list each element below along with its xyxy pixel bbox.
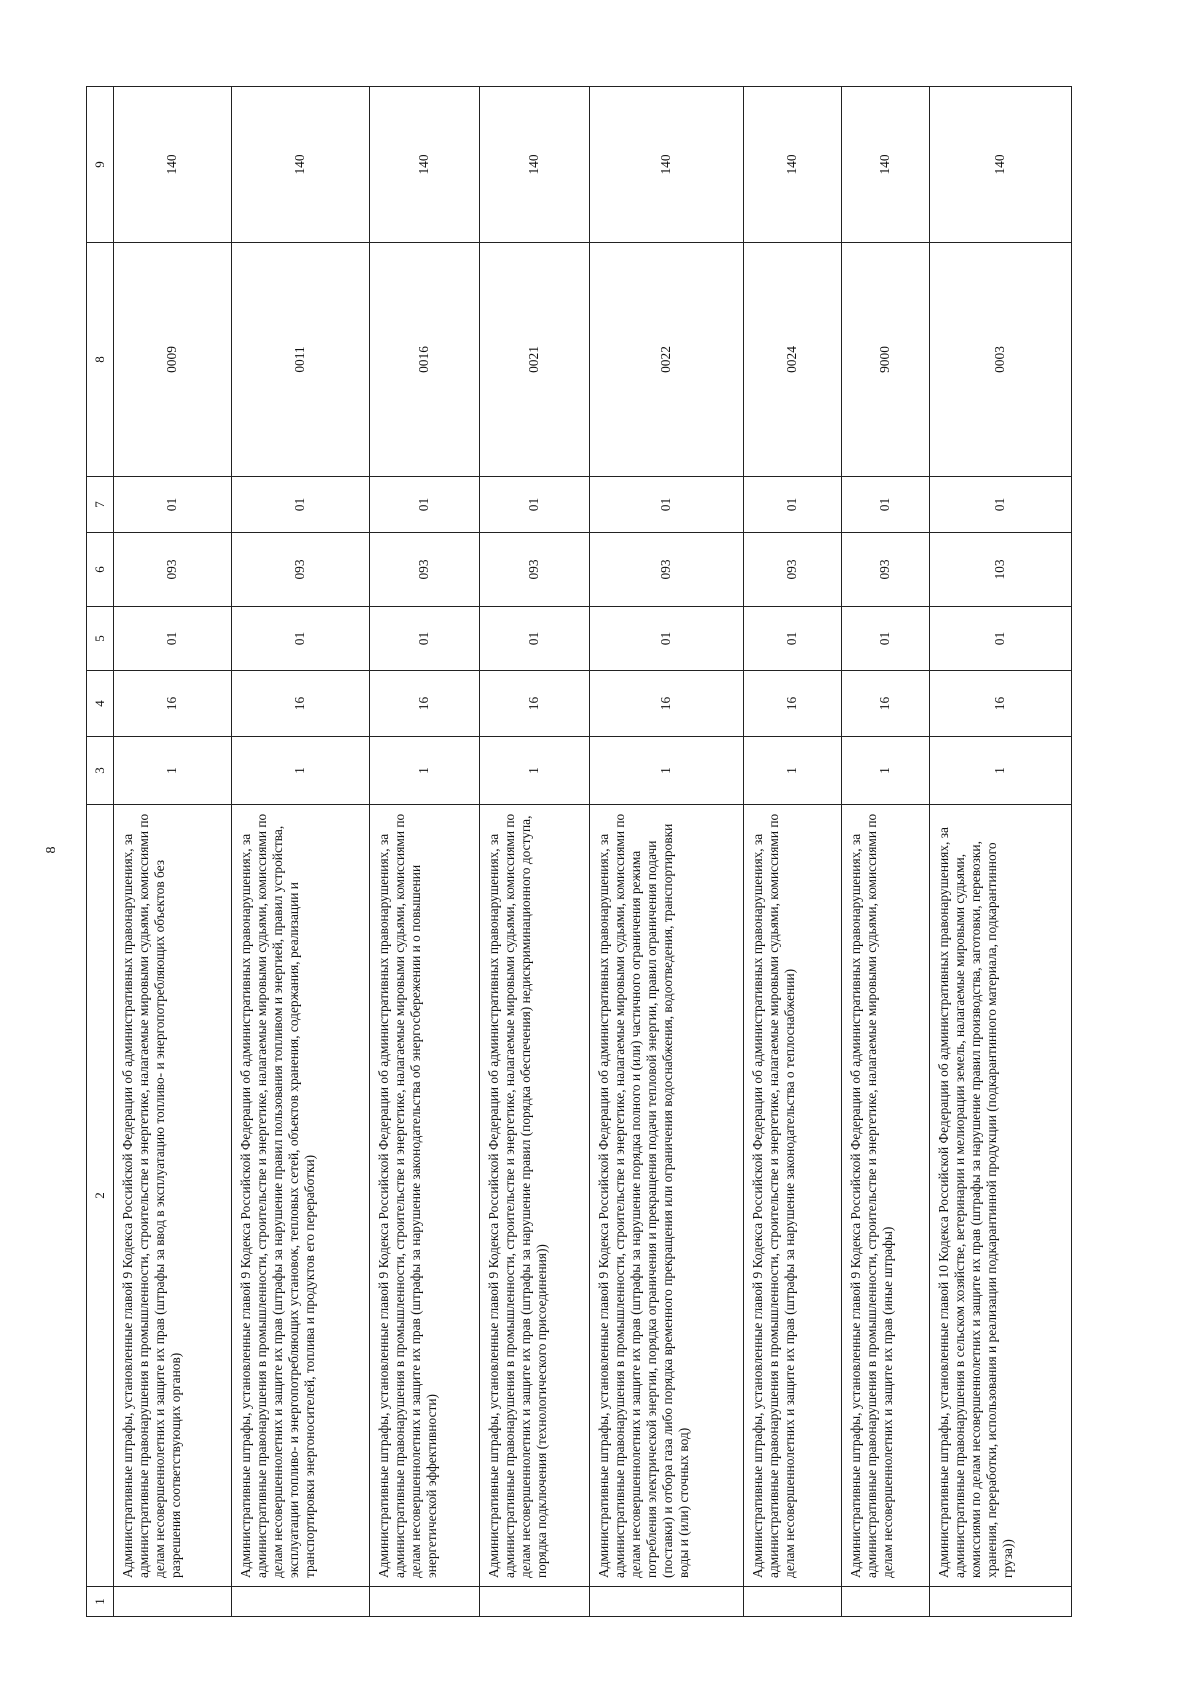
row-number-cell (842, 1587, 930, 1617)
description-cell: Административные штрафы, установленные главой 9 Кодекса Российской Федерации об административных правонарушениях, за административные правонарушения в промышленности, строительстве и энергетике, налагаемые мировыми судьями, комиссиями по делам несовершеннолетних и защите их прав (иные штрафы) (842, 805, 930, 1587)
code-cell: 093 (114, 533, 232, 607)
code-cell: 093 (744, 533, 842, 607)
table-row (842, 87, 930, 1617)
row-number-cell (114, 1587, 232, 1617)
code-cell: 140 (480, 87, 590, 243)
header-cell-6: 6 (87, 533, 114, 607)
header-cell-1: 1 (87, 1587, 114, 1617)
table-row (930, 87, 1072, 1617)
code-cell: 16 (930, 671, 1072, 737)
table-row (590, 87, 744, 1617)
code-cell: 0003 (930, 243, 1072, 477)
code-cell: 01 (842, 477, 930, 533)
description-cell: Административные штрафы, установленные главой 9 Кодекса Российской Федерации об административных правонарушениях, за административные правонарушения в промышленности, строительстве и энергетике, налагаемые мировыми судьями, комиссиями по делам несовершеннолетних и защите их прав (штрафы за нарушение законодательства об энергосбережении и о повышении энергетической эффективности) (370, 805, 480, 1587)
header-cell-3: 3 (87, 737, 114, 805)
code-cell: 01 (930, 607, 1072, 671)
row-number-cell (744, 1587, 842, 1617)
code-cell: 140 (930, 87, 1072, 243)
code-cell: 16 (370, 671, 480, 737)
code-cell: 140 (370, 87, 480, 243)
code-cell: 16 (232, 671, 370, 737)
code-cell: 1 (114, 737, 232, 805)
table-row (480, 87, 590, 1617)
code-cell: 140 (842, 87, 930, 243)
code-cell: 093 (590, 533, 744, 607)
code-cell: 093 (232, 533, 370, 607)
table-row (370, 87, 480, 1617)
code-cell: 01 (744, 607, 842, 671)
row-number-cell (370, 1587, 480, 1617)
code-cell: 093 (370, 533, 480, 607)
code-cell: 01 (590, 607, 744, 671)
code-cell: 01 (370, 607, 480, 671)
code-cell: 16 (480, 671, 590, 737)
table-row (744, 87, 842, 1617)
code-cell: 01 (232, 477, 370, 533)
code-cell: 01 (590, 477, 744, 533)
code-cell: 01 (480, 477, 590, 533)
code-cell: 1 (842, 737, 930, 805)
code-cell: 1 (590, 737, 744, 805)
description-cell: Административные штрафы, установленные главой 9 Кодекса Российской Федерации об административных правонарушениях, за административные правонарушения в промышленности, строительстве и энергетике, налагаемые мировыми судьями, комиссиями по делам несовершеннолетних и защите их прав (штрафы за нарушение законодательства о теплоснабжении) (744, 805, 842, 1587)
budget-classification-table (86, 86, 1072, 1617)
header-cell-9: 9 (87, 87, 114, 243)
code-cell: 0016 (370, 243, 480, 477)
row-number-cell (930, 1587, 1072, 1617)
code-cell: 140 (744, 87, 842, 243)
code-cell: 140 (232, 87, 370, 243)
description-cell: Административные штрафы, установленные главой 9 Кодекса Российской Федерации об административных правонарушениях, за административные правонарушения в промышленности, строительстве и энергетике, налагаемые мировыми судьями, комиссиями по делам несовершеннолетних и защите их прав (штрафы за нарушение порядка полного и (или) частичного ограничения режима потребления электрической энергии, порядка ограничения и прекращения подачи тепловой энергии, правил ограничения подачи (поставки) и отбора газа либо порядка временного прекращения или ограничения водоснабжения, водоотведения, транспортировки воды и (или) сточных вод) (590, 805, 744, 1587)
code-cell: 01 (842, 607, 930, 671)
code-cell: 093 (842, 533, 930, 607)
code-cell: 0021 (480, 243, 590, 477)
description-cell: Административные штрафы, установленные главой 10 Кодекса Российской Федерации об административных правонарушениях, за административные правонарушения в сельском хозяйстве, ветеринарии и мелиорации земель, налагаемые мировыми судьями, комиссиями по делам несовершеннолетних и защите их прав (штрафы за нарушение правил производства, заготовки, перевозки, хранения, переработки, использования и реализации подкарантинной продукции (подкарантинного материала, подкарантинного груза)) (930, 805, 1072, 1587)
code-cell: 103 (930, 533, 1072, 607)
row-number-cell (590, 1587, 744, 1617)
row-number-cell (480, 1587, 590, 1617)
code-cell: 1 (370, 737, 480, 805)
code-cell: 01 (114, 477, 232, 533)
code-cell: 01 (232, 607, 370, 671)
table-header-row (87, 87, 114, 1617)
code-cell: 1 (480, 737, 590, 805)
table-row (114, 87, 232, 1617)
code-cell: 01 (480, 607, 590, 671)
code-cell: 140 (114, 87, 232, 243)
code-cell: 9000 (842, 243, 930, 477)
code-cell: 16 (744, 671, 842, 737)
code-cell: 0009 (114, 243, 232, 477)
table-row (232, 87, 370, 1617)
code-cell: 0011 (232, 243, 370, 477)
header-cell-7: 7 (87, 477, 114, 533)
description-cell: Административные штрафы, установленные главой 9 Кодекса Российской Федерации об административных правонарушениях, за административные правонарушения в промышленности, строительстве и энергетике, налагаемые мировыми судьями, комиссиями по делам несовершеннолетних и защите их прав (штрафы за ввод в эксплуатацию топливо- и энергопотребляющих объектов без разрешения соответствующих органов) (114, 805, 232, 1587)
code-cell: 01 (930, 477, 1072, 533)
code-cell: 16 (842, 671, 930, 737)
header-cell-2: 2 (87, 805, 114, 1587)
header-cell-5: 5 (87, 607, 114, 671)
code-cell: 01 (370, 477, 480, 533)
header-cell-4: 4 (87, 671, 114, 737)
code-cell: 01 (114, 607, 232, 671)
header-cell-8: 8 (87, 243, 114, 477)
code-cell: 093 (480, 533, 590, 607)
code-cell: 0022 (590, 243, 744, 477)
code-cell: 1 (744, 737, 842, 805)
code-cell: 1 (232, 737, 370, 805)
code-cell: 140 (590, 87, 744, 243)
code-cell: 1 (930, 737, 1072, 805)
description-cell: Административные штрафы, установленные главой 9 Кодекса Российской Федерации об административных правонарушениях, за административные правонарушения в промышленности, строительстве и энергетике, налагаемые мировыми судьями, комиссиями по делам несовершеннолетних и защите их прав (штрафы за нарушение правил пользования топливом и энергией, правил устройства, эксплуатации топливо- и энергопотребляющих установок, тепловых сетей, объектов хранения, содержания, реализации и транспортировки энергоносителей, топлива и продуктов его переработки) (232, 805, 370, 1587)
code-cell: 16 (590, 671, 744, 737)
description-cell: Административные штрафы, установленные главой 9 Кодекса Российской Федерации об административных правонарушениях, за административные правонарушения в промышленности, строительстве и энергетике, налагаемые мировыми судьями, комиссиями по делам несовершеннолетних и защите их прав (штрафы за нарушение правил (порядка обеспечения) недискриминационного доступа, порядка подключения (технологического присоединения)) (480, 805, 590, 1587)
rotated-table-container (86, 87, 1171, 1617)
code-cell: 0024 (744, 243, 842, 477)
code-cell: 01 (744, 477, 842, 533)
code-cell: 16 (114, 671, 232, 737)
page-number: 8 (44, 846, 59, 854)
row-number-cell (232, 1587, 370, 1617)
